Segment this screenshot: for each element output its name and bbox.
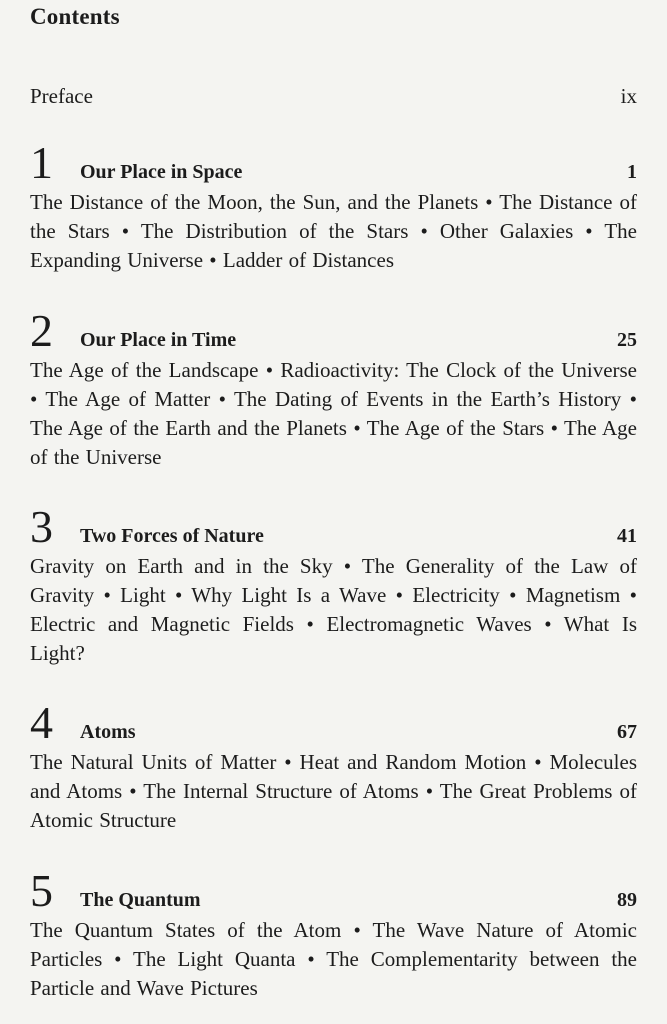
chapter-heading (30, 865, 637, 916)
page-title: Contents (30, 4, 120, 29)
chapter-topics: The Distance of the Moon, the Sun, and the Planets • The Distance of the Stars • The Distribution of the Stars • Other Galaxies • The Expanding Universe • Ladder of Distances (30, 190, 637, 272)
chapter-page-number: 41 (617, 525, 637, 547)
chapter-number: 3 (30, 501, 53, 552)
chapter-page-number: 1 (627, 161, 637, 183)
chapter-title: Our Place in Time (80, 329, 237, 351)
chapter-topics: Gravity on Earth and in the Sky • The Generality of the Law of Gravity • Light • Why Light Is a Wave • Electricity • Magnetism • Electric and Magnetic Fields • Electromagnetic Waves • What Is Light? (30, 554, 637, 665)
chapter-topics: The Natural Units of Matter • Heat and Random Motion • Molecules and Atoms • The Internal Structure of Atoms • The Great Problems of Atomic Structure (30, 750, 637, 832)
chapter-topics: The Age of the Landscape • Radioactivity: The Clock of the Universe • The Age of Matter • The Dating of Events in the Earth’s History • The Age of the Earth and the Planets • The Age of the Stars • The Age of the Universe (30, 358, 637, 469)
chapter-title: Our Place in Space (80, 161, 243, 183)
chapter-heading (30, 501, 637, 552)
chapter-heading (30, 137, 637, 188)
toc-chapter-5 (30, 865, 637, 1003)
preface-label: Preface (30, 84, 93, 108)
chapter-title: Atoms (80, 721, 136, 743)
toc-chapter-1 (30, 137, 637, 275)
chapter-page-number: 25 (617, 329, 637, 351)
toc-entry-preface (30, 84, 637, 109)
chapter-heading (30, 305, 637, 356)
toc-chapter-2 (30, 305, 637, 472)
chapter-title: Two Forces of Nature (80, 525, 264, 547)
chapter-title: The Quantum (80, 889, 201, 911)
chapter-topics: The Quantum States of the Atom • The Wave Nature of Atomic Particles • The Light Quanta • The Complementarity between the Particle and Wave Pictures (30, 918, 637, 1000)
chapter-heading (30, 697, 637, 748)
chapter-number: 2 (30, 305, 53, 356)
toc-chapter-4 (30, 697, 637, 835)
chapter-number: 1 (30, 137, 53, 188)
chapter-number: 5 (30, 865, 53, 916)
chapter-page-number: 89 (617, 889, 637, 911)
chapter-number: 4 (30, 697, 53, 748)
chapter-page-number: 67 (617, 721, 637, 743)
preface-page-number: ix (620, 84, 637, 108)
toc-chapter-3 (30, 501, 637, 668)
